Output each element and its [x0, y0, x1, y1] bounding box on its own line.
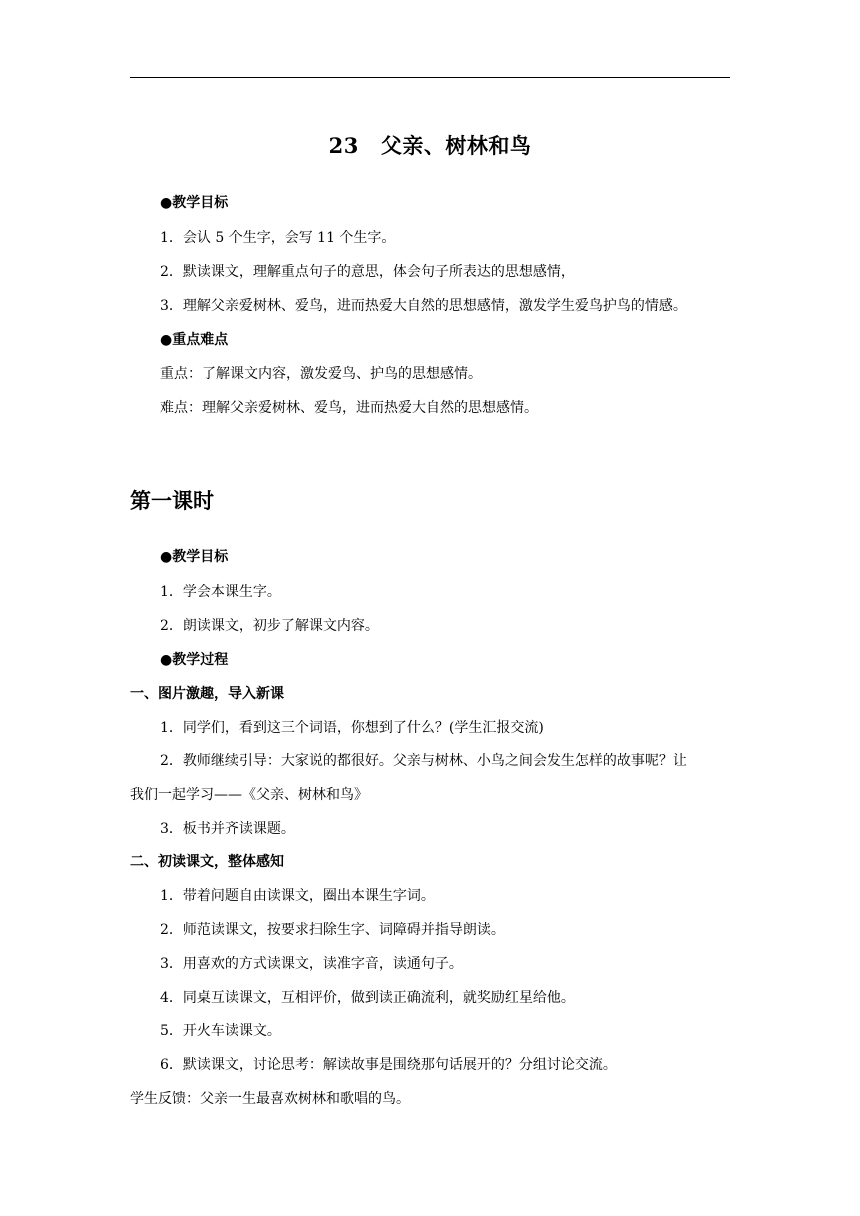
lesson-objective-item: 1．学会本课生字。	[160, 584, 281, 600]
lesson-title: 父亲、树林和鸟	[380, 133, 532, 158]
lesson-objectives-heading: ●教学目标	[160, 549, 229, 565]
section-item: 5．开火车读课文。	[160, 1023, 281, 1039]
section-item: 6．默读课文，讨论思考：解读故事是围绕那句话展开的？分组讨论交流。	[160, 1057, 617, 1073]
objective-item: 2．默读课文，理解重点句子的意思，体会句子所表达的思想感情，	[160, 264, 575, 280]
section-item-continued: 我们一起学习——《父亲、树林和鸟》	[130, 787, 368, 803]
lesson-objective-item: 2．朗读课文，初步了解课文内容。	[160, 618, 379, 634]
process-heading: ●教学过程	[160, 652, 229, 668]
section-item: 3．板书并齐读课题。	[160, 821, 295, 837]
objectives-heading: ●教学目标	[160, 195, 229, 211]
section-item: 3．用喜欢的方式读课文，读准字音，读通句子。	[160, 956, 463, 972]
page-title	[0, 130, 860, 160]
section-item: 2．教师继续引导：大家说的都很好。父亲与树林、小鸟之间会发生怎样的故事呢？让	[160, 753, 687, 769]
lesson-number: 23	[328, 133, 359, 158]
section-item: 1．同学们，看到这三个词语，你想到了什么？(学生汇报交流)	[160, 720, 544, 736]
key-points-heading: ●重点难点	[160, 332, 229, 348]
student-feedback: 学生反馈：父亲一生最喜欢树林和歌唱的鸟。	[130, 1091, 410, 1107]
section-item: 4．同桌互读课文，互相评价，做到读正确流利，就奖励红星给他。	[160, 990, 575, 1006]
section-heading: 二、初读课文，整体感知	[130, 854, 284, 870]
objective-item: 3．理解父亲爱树林、爱鸟，进而热爱大自然的思想感情，激发学生爱鸟护鸟的情感。	[160, 298, 687, 314]
key-point-item: 重点：了解课文内容，激发爱鸟、护鸟的思想感情。	[160, 366, 482, 382]
key-point-item: 难点：理解父亲爱树林、爱鸟，进而热爱大自然的思想感情。	[160, 400, 538, 416]
objective-item: 1．会认 5 个生字，会写 11 个生字。	[160, 230, 396, 246]
lesson-heading: 第一课时	[130, 489, 214, 513]
section-item: 1．带着问题自由读课文，圈出本课生字词。	[160, 888, 435, 904]
section-heading: 一、图片激趣，导入新课	[130, 686, 284, 702]
section-item: 2．师范读课文，按要求扫除生字、词障碍并指导朗读。	[160, 922, 505, 938]
header-rule	[130, 77, 730, 78]
